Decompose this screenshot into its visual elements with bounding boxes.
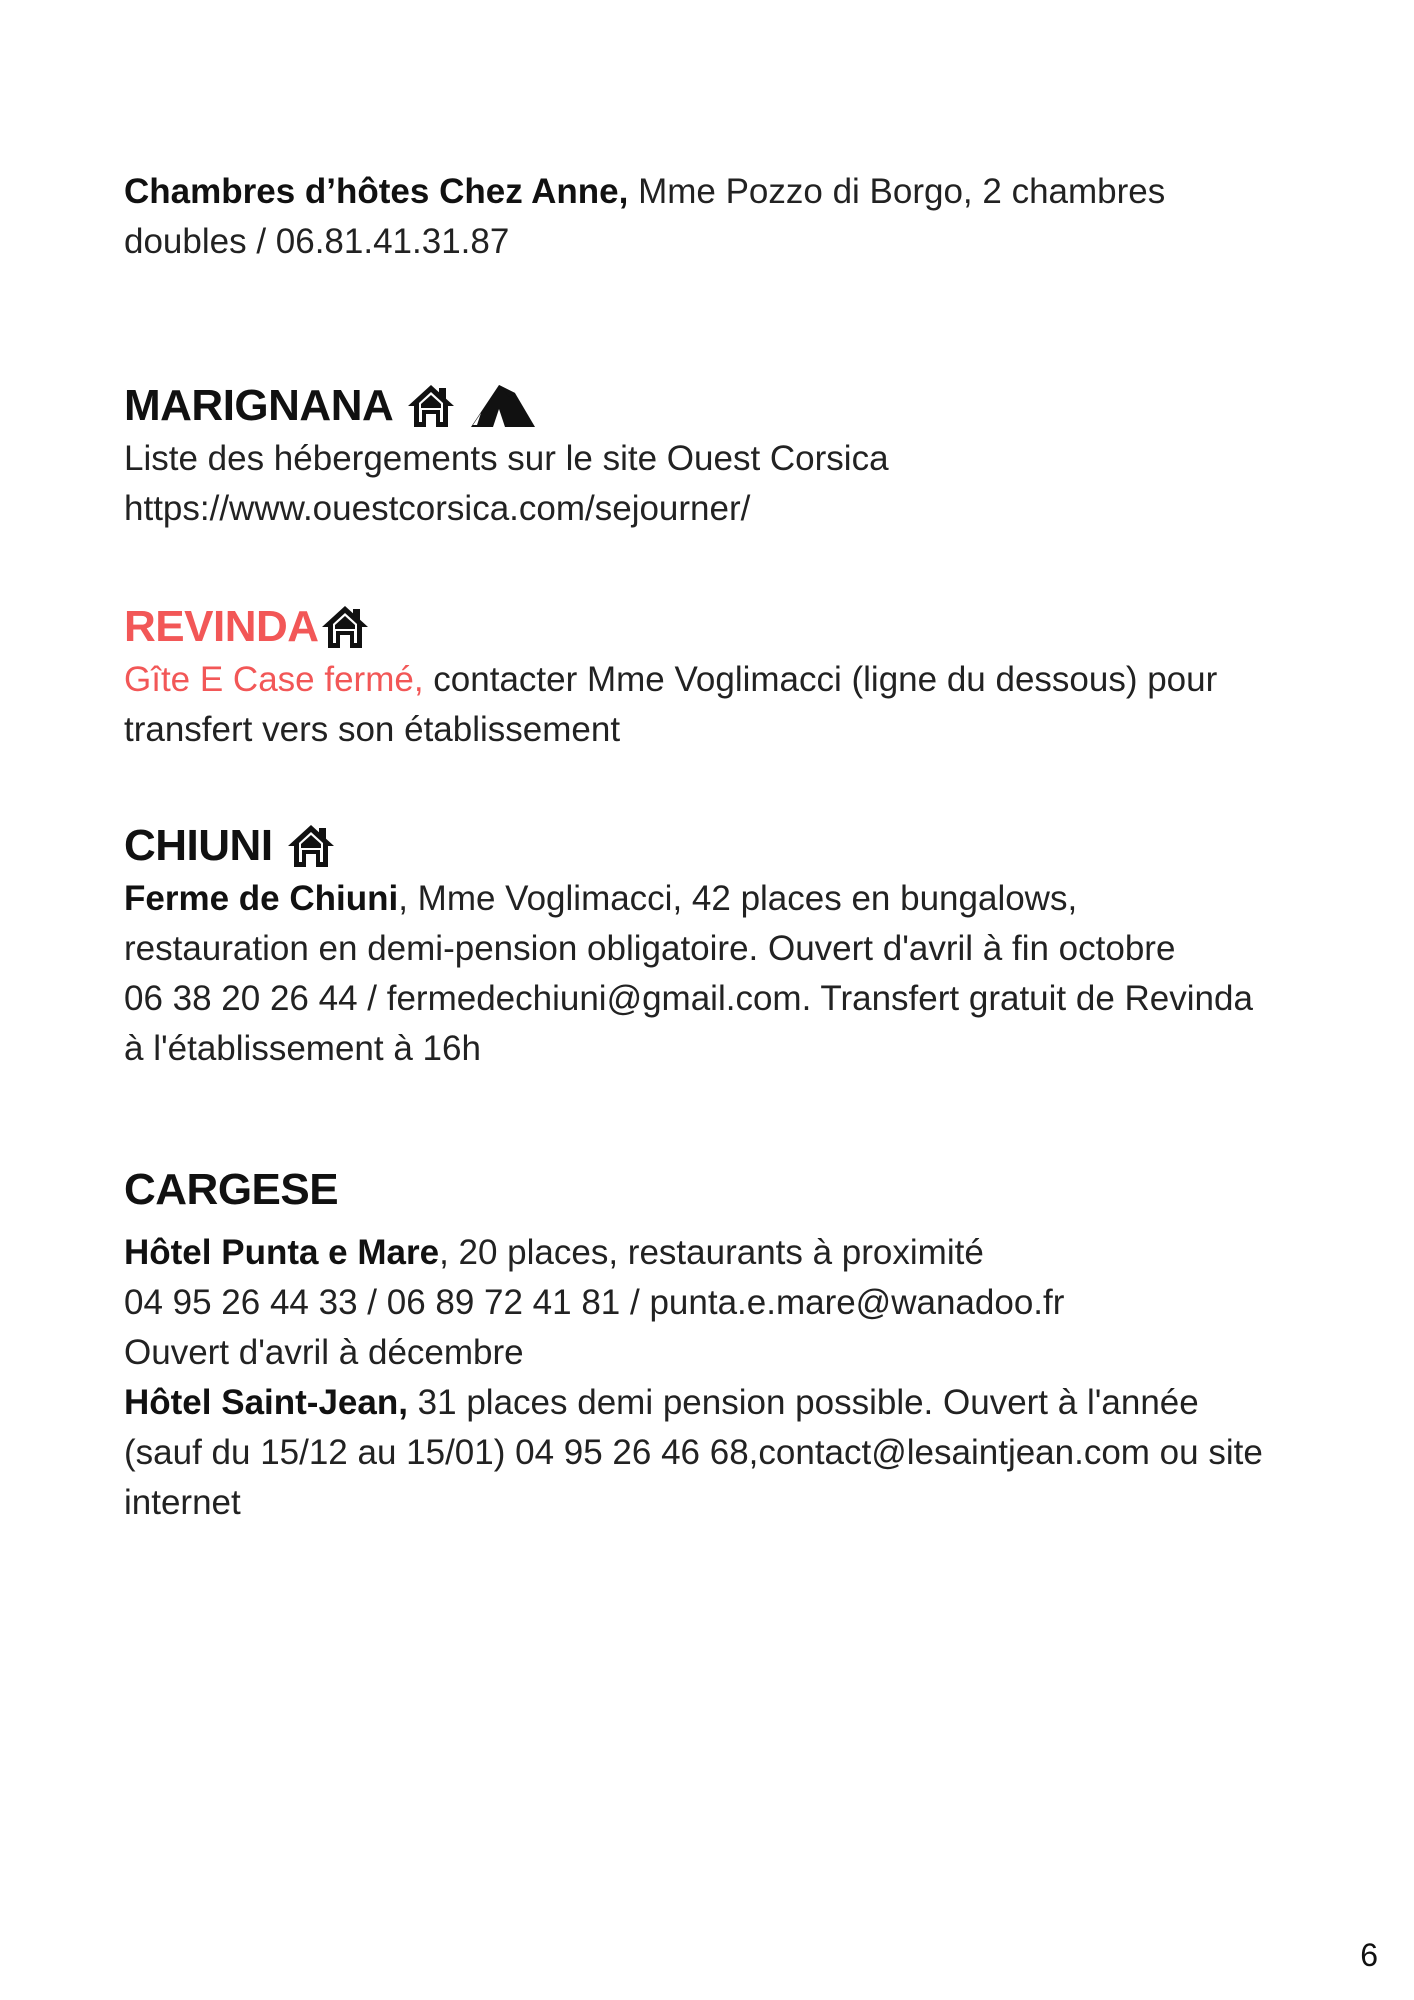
section-line: Liste des hébergements sur le site Ouest Corsica <box>124 439 889 478</box>
section-line: à l'établissement à 16h <box>124 1029 481 1068</box>
section-title <box>124 599 1314 655</box>
entry-name: Chambres d’hôtes Chez Anne, <box>124 172 629 211</box>
section-line <box>124 1228 1314 1278</box>
entry-line <box>124 167 1314 217</box>
establishment-name: Hôtel Punta e Mare <box>124 1233 440 1272</box>
entry-chez-anne <box>124 167 1314 267</box>
section-line: transfert vers son établissement <box>124 710 621 749</box>
entry-contact: doubles / 06.81.41.31.87 <box>124 222 510 261</box>
establishment-name: Hôtel Saint-Jean, <box>124 1383 408 1422</box>
section-title-text: REVINDA <box>124 602 319 651</box>
section-title <box>124 1162 1314 1218</box>
section-line <box>124 1378 1314 1428</box>
establishment-details: , 20 places, restaurants à proximité <box>439 1233 984 1272</box>
section-title <box>124 378 1314 434</box>
entry-details: Mme Pozzo di Borgo, 2 chambres <box>628 172 1166 211</box>
establishment-details: , Mme Voglimacci, 42 places en bungalows, <box>398 879 1078 918</box>
website-link[interactable]: https://www.ouestcorsica.com/sejourner/ <box>124 489 751 528</box>
section-line <box>124 655 1314 705</box>
section-title-text: MARIGNANA <box>124 381 394 430</box>
establishment-details: 31 places demi pension possible. Ouvert à l'année <box>407 1383 1199 1422</box>
section-line: restauration en demi-pension obligatoire. Ouvert d'avril à fin octobre <box>124 929 1176 968</box>
section-line: (sauf du 15/12 au 15/01) 04 95 26 46 68,contact@lesaintjean.com ou site <box>124 1433 1263 1472</box>
section-marignana <box>124 378 1314 534</box>
section-details: contacter Mme Voglimacci (ligne du dessous) pour <box>423 660 1218 699</box>
section-line: 04 95 26 44 33 / 06 89 72 41 81 / punta.e.mare@wanadoo.fr <box>124 1283 1065 1322</box>
page-number: 6 <box>1360 1937 1378 1973</box>
section-revinda <box>124 599 1314 755</box>
house-icon <box>319 603 371 651</box>
section-chiuni <box>124 818 1314 1074</box>
section-cargese <box>124 1162 1314 1528</box>
tent-icon <box>469 383 539 429</box>
section-title <box>124 818 1314 874</box>
closure-notice: Gîte E Case fermé, <box>124 660 424 699</box>
section-title-text: CARGESE <box>124 1165 339 1214</box>
section-line <box>124 874 1314 924</box>
section-title-text: CHIUNI <box>124 821 273 870</box>
section-line: internet <box>124 1483 241 1522</box>
house-icon <box>405 382 457 430</box>
section-line: Ouvert d'avril à décembre <box>124 1333 524 1372</box>
house-icon <box>285 822 337 870</box>
section-line: 06 38 20 26 44 / fermedechiuni@gmail.com. Transfert gratuit de Revinda <box>124 979 1253 1018</box>
establishment-name: Ferme de Chiuni <box>124 879 399 918</box>
